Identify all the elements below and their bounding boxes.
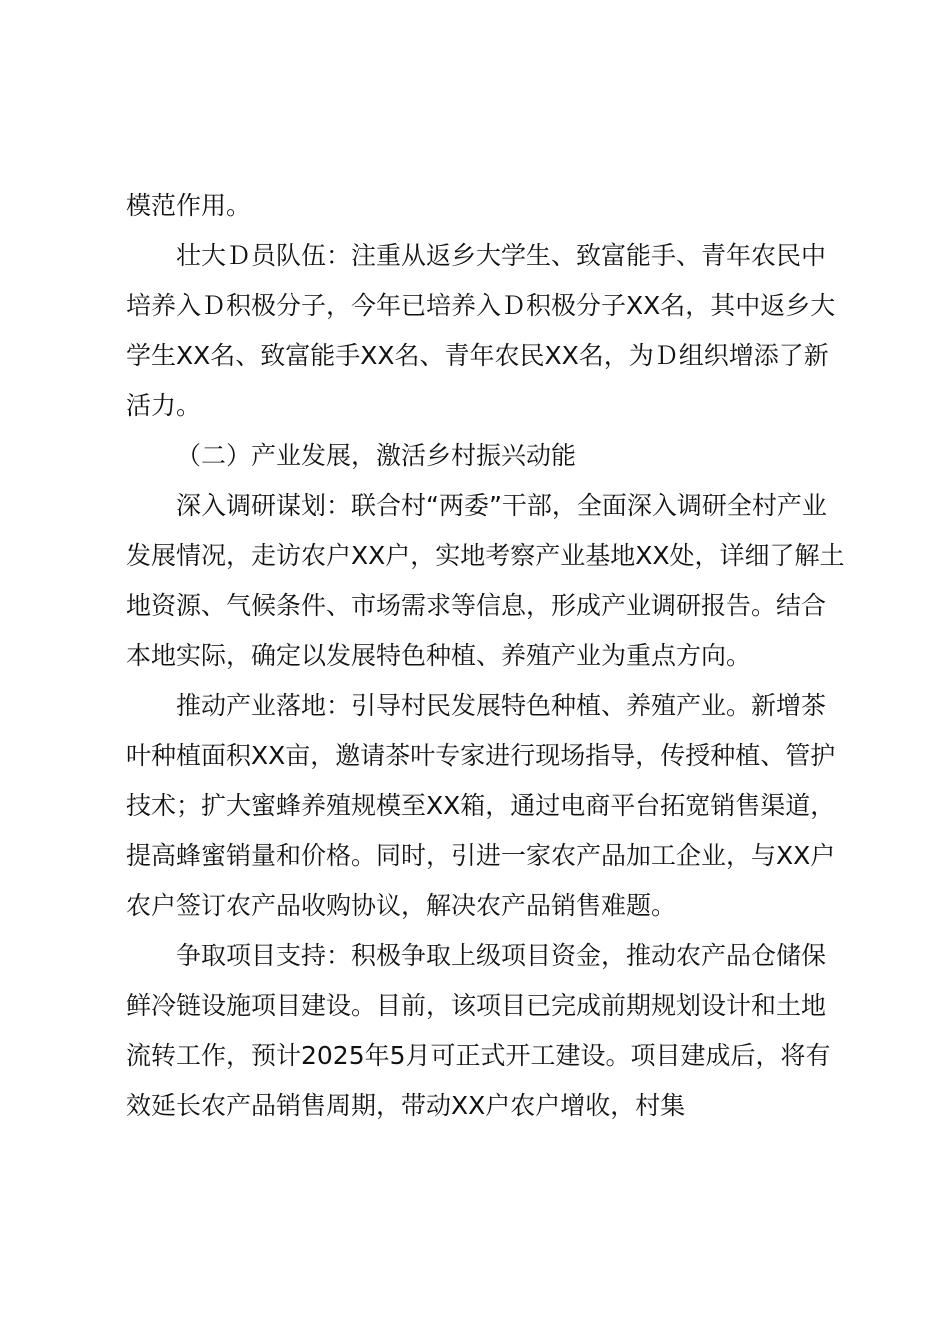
document-body: [126, 181, 846, 1131]
paragraph-project-support: 争取项目支持：积极争取上级项目资金，推动农产品仓储保鲜冷链设施项目建设。目前，该项目已完成前期规划设计和土地流转工作，预计2025年5月可正式开工建设。项目建成后，将有效延长农产品销售周期，带动XX户农户增收，村集: [126, 941, 831, 1120]
paragraph-strengthen-team: 壮大Ｄ员队伍：注重从返乡大学生、致富能手、青年农民中培养入Ｄ积极分子，今年已培养入Ｄ积极分子XX名，其中返乡大学生XX名、致富能手XX名、青年农民XX名，为Ｄ组织增添了新活力。: [126, 241, 836, 420]
section-heading: （二）产业发展，激活乡村振兴动能: [176, 441, 577, 470]
paragraph-continuation: 模范作用。: [126, 191, 252, 220]
paragraph-research-planning: 深入调研谋划：联合村“两委”干部，全面深入调研全村产业发展情况，走访农户XX户，实地考察产业基地XX处，详细了解土地资源、气候条件、市场需求等信息，形成产业调研报告。结合本地实际，确定以发展特色种植、养殖产业为重点方向。: [126, 491, 845, 670]
paragraph-industry-landing: 推动产业落地：引导村民发展特色种植、养殖产业。新增茶叶种植面积XX亩，邀请茶叶专家进行现场指导，传授种植、管护技术；扩大蜜蜂养殖规模至XX箱，通过电商平台拓宽销售渠道，提高蜂蜜销量和价格。同时，引进一家农产品加工企业，与XX户农户签订农产品收购协议，解决农产品销售难题。: [126, 691, 836, 920]
